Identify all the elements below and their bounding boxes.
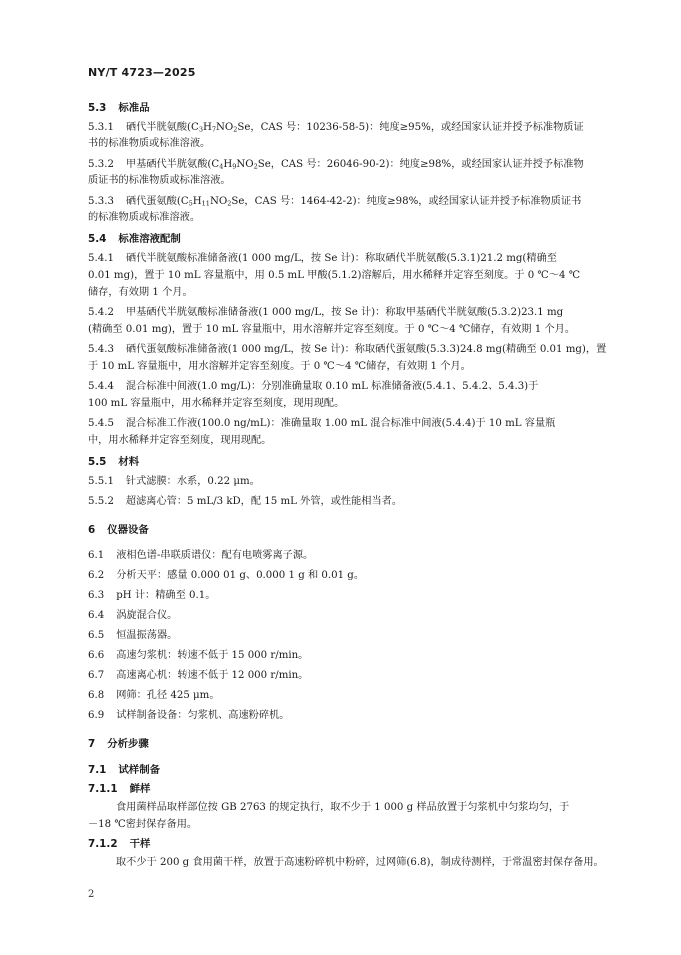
clause-number: 6.4	[88, 610, 105, 621]
text-run: 甲基硒代半胱氨酸(C	[125, 159, 220, 170]
section-heading-7-1-1	[88, 782, 681, 796]
clause-5-4-3-line-1	[88, 343, 681, 357]
text-run: pH 计：精确至 0.1。	[116, 590, 216, 601]
clause-5-5-2	[88, 495, 681, 509]
text-run: 甲基硒代半胱氨酸标准储备液(1 000 mg/L，按 Se 计)：称取甲基硒代半胱氨酸(5.3.2)23.1 mg	[125, 307, 564, 318]
clause-number: 5.3.1	[88, 122, 114, 133]
clause-number: 6.7	[88, 670, 105, 681]
clause-number: 5.5.1	[88, 476, 114, 487]
text-run: 分析天平：感量 0.000 01 g、0.000 1 g 和 0.01 g。	[116, 570, 365, 581]
clause-6-3	[88, 589, 681, 603]
section-number: 5.3	[88, 102, 107, 114]
clause-5-3-3-line-2: 的标准物质或标准溶液。	[88, 212, 201, 223]
clause-6-7	[88, 669, 681, 683]
text-run: H	[192, 196, 202, 207]
section-heading-7-1-2	[88, 837, 681, 851]
text-run: 硒代半胱氨酸标准储备液(1 000 mg/L，按 Se 计)：称取硒代半胱氨酸(5.3.1)21.2 mg(精确至	[125, 253, 557, 264]
section-heading-7	[88, 737, 681, 751]
subscript: 5	[188, 199, 193, 208]
text-run: 混合标准中间液(1.0 mg/L)：分别准确量取 0.10 mL 标准储备液(5.4.1、5.4.2、5.4.3)于	[125, 381, 539, 392]
text-run: H	[223, 159, 233, 170]
subscript: 9	[232, 162, 237, 171]
section-heading-5-5	[88, 455, 681, 469]
clause-5-4-2-line-2: (精确至 0.01 mg)，置于 10 mL 容量瓶中，用水溶解并定容至刻度。于 0 ℃～4 ℃储存，有效期 1 个月。	[88, 324, 576, 335]
subscript: 11	[201, 199, 210, 208]
subscript: 2	[227, 199, 232, 208]
text-run: H	[202, 122, 212, 133]
clause-6-1	[88, 549, 681, 563]
text-run: 高速离心机：转速不低于 12 000 r/min。	[116, 670, 309, 681]
clause-5-4-1-line-1	[88, 252, 681, 266]
text-run: 网筛：孔径 425 μm。	[116, 690, 220, 701]
clause-number: 6.1	[88, 550, 105, 561]
section-heading-5-3	[88, 101, 681, 115]
section-number: 5.5	[88, 456, 107, 468]
page-number: 2	[88, 889, 95, 900]
clause-5-3-2-line-2: 质证书的标准物质或标准溶液。	[88, 175, 231, 186]
section-title: 试样制备	[118, 764, 160, 776]
section-title: 干样	[129, 838, 151, 850]
clause-number: 5.4.2	[88, 307, 114, 318]
clause-5-5-1	[88, 475, 681, 489]
clause-7-1-2-line-1: 取不少于 200 g 食用菌干样，放置于高速粉碎机中粉碎，过网筛(6.8)，制成待测样，于常温密封保存备用。	[116, 857, 604, 868]
clause-5-4-4-line-1	[88, 380, 681, 394]
clause-5-4-2-line-1	[88, 306, 681, 320]
clause-5-3-3-line-1	[88, 195, 681, 211]
section-title: 分析步骤	[107, 738, 149, 750]
clause-6-9	[88, 709, 681, 723]
subscript: 2	[253, 162, 258, 171]
subscript: 2	[233, 125, 238, 134]
text-run: 混合标准工作液(100.0 ng/mL)：准确量取 1.00 mL 混合标准中间液(5.4.4)于 10 mL 容量瓶	[125, 418, 556, 429]
section-title: 标准溶液配制	[118, 233, 181, 245]
text-run: 涡旋混合仪。	[116, 610, 178, 621]
clause-number: 5.5.2	[88, 496, 114, 507]
text-run: Se，CAS 号：1464-42-2)：纯度≥98%，或经国家认证并授予标准物质证书	[231, 196, 582, 207]
clause-number: 5.4.1	[88, 253, 114, 264]
text-run: 超滤离心管：5 mL/3 kD，配 15 mL 外管，或性能相当者。	[125, 496, 403, 507]
clause-5-4-3-line-2: 于 10 mL 容量瓶中，用水溶解并定容至刻度。于 0 ℃～4 ℃储存，有效期 1 个月。	[88, 361, 471, 372]
clause-6-5	[88, 629, 681, 643]
text-run: 针式滤膜：水系，0.22 μm。	[125, 476, 260, 487]
clause-5-3-1-line-1	[88, 121, 681, 137]
section-title: 标准品	[118, 102, 150, 114]
text-run: 硒代半胱氨酸(C	[125, 122, 199, 133]
clause-number: 6.2	[88, 570, 105, 581]
text-run: NO	[209, 196, 228, 207]
text-run: Se，CAS 号：10236-58-5)：纯度≥95%，或经国家认证并授予标准物质证	[237, 122, 584, 133]
section-number: 7.1.2	[88, 838, 118, 850]
clause-5-4-1-line-3: 储存，有效期 1 个月。	[88, 287, 193, 298]
subscript: 3	[198, 125, 203, 134]
clause-6-4	[88, 609, 681, 623]
clause-number: 6.3	[88, 590, 105, 601]
clause-number: 5.4.5	[88, 418, 114, 429]
text-run: 高速匀浆机：转速不低于 15 000 r/min。	[116, 650, 309, 661]
clause-number: 6.6	[88, 650, 105, 661]
section-title: 材料	[118, 456, 140, 468]
text-run: NO	[216, 122, 234, 133]
section-title: 鲜样	[129, 783, 151, 795]
clause-6-8	[88, 689, 681, 703]
section-heading-6	[88, 523, 681, 537]
clause-6-6	[88, 649, 681, 663]
subscript: 4	[219, 162, 224, 171]
text-run: 恒温振荡器。	[116, 630, 178, 641]
clause-5-3-1-line-2: 书的标准物质或标准溶液。	[88, 138, 211, 149]
text-run: 硒代蛋氨酸标准储备液(1 000 mg/L，按 Se 计)：称取硒代蛋氨酸(5.3.3)24.8 mg(精确至 0.01 mg)，置	[125, 344, 607, 355]
standard-number-header: NY/T 4723—2025	[88, 66, 196, 79]
text-run: 液相色谱-串联质谱仪：配有电喷雾离子源。	[116, 550, 314, 561]
section-number: 7	[88, 738, 96, 750]
clause-number: 5.3.2	[88, 159, 114, 170]
clause-number: 6.9	[88, 710, 105, 721]
clause-5-4-5-line-2: 中，用水稀释并定容至刻度，现用现配。	[88, 435, 272, 446]
text-run: 试样制备设备：匀浆机、高速粉碎机。	[116, 710, 290, 721]
clause-5-4-1-line-2: 0.01 mg)，置于 10 mL 容量瓶中，用 0.5 mL 甲酸(5.1.2)溶解后，用水稀释并定容至刻度。于 0 ℃～4 ℃	[88, 270, 581, 281]
section-title: 仪器设备	[107, 524, 149, 536]
text-run: 硒代蛋氨酸(C	[125, 196, 189, 207]
clause-number: 5.3.3	[88, 196, 114, 207]
clause-5-4-5-line-1	[88, 417, 681, 431]
section-number: 6	[88, 524, 96, 536]
clause-5-4-4-line-2: 100 mL 容量瓶中，用水稀释并定容至刻度，现用现配。	[88, 398, 345, 409]
clause-6-2	[88, 569, 681, 583]
section-number: 7.1	[88, 764, 107, 776]
clause-5-3-2-line-1	[88, 158, 681, 174]
clause-number: 6.8	[88, 690, 105, 701]
text-run: Se，CAS 号：26046-90-2)：纯度≥98%，或经国家认证并授予标准物	[257, 159, 584, 170]
clause-7-1-1-line-1: 食用菌样品取样部位按 GB 2763 的规定执行，取不少于 1 000 g 样品放置于匀浆机中匀浆均匀，于	[116, 802, 570, 813]
section-number: 5.4	[88, 233, 107, 245]
text-run: NO	[236, 159, 254, 170]
section-heading-7-1	[88, 763, 681, 777]
clause-number: 6.5	[88, 630, 105, 641]
subscript: 7	[211, 125, 216, 134]
section-number: 7.1.1	[88, 783, 118, 795]
clause-7-1-1-line-2: －18 ℃密封保存备用。	[88, 819, 198, 830]
clause-number: 5.4.4	[88, 381, 114, 392]
clause-number: 5.4.3	[88, 344, 114, 355]
section-heading-5-4	[88, 232, 681, 246]
